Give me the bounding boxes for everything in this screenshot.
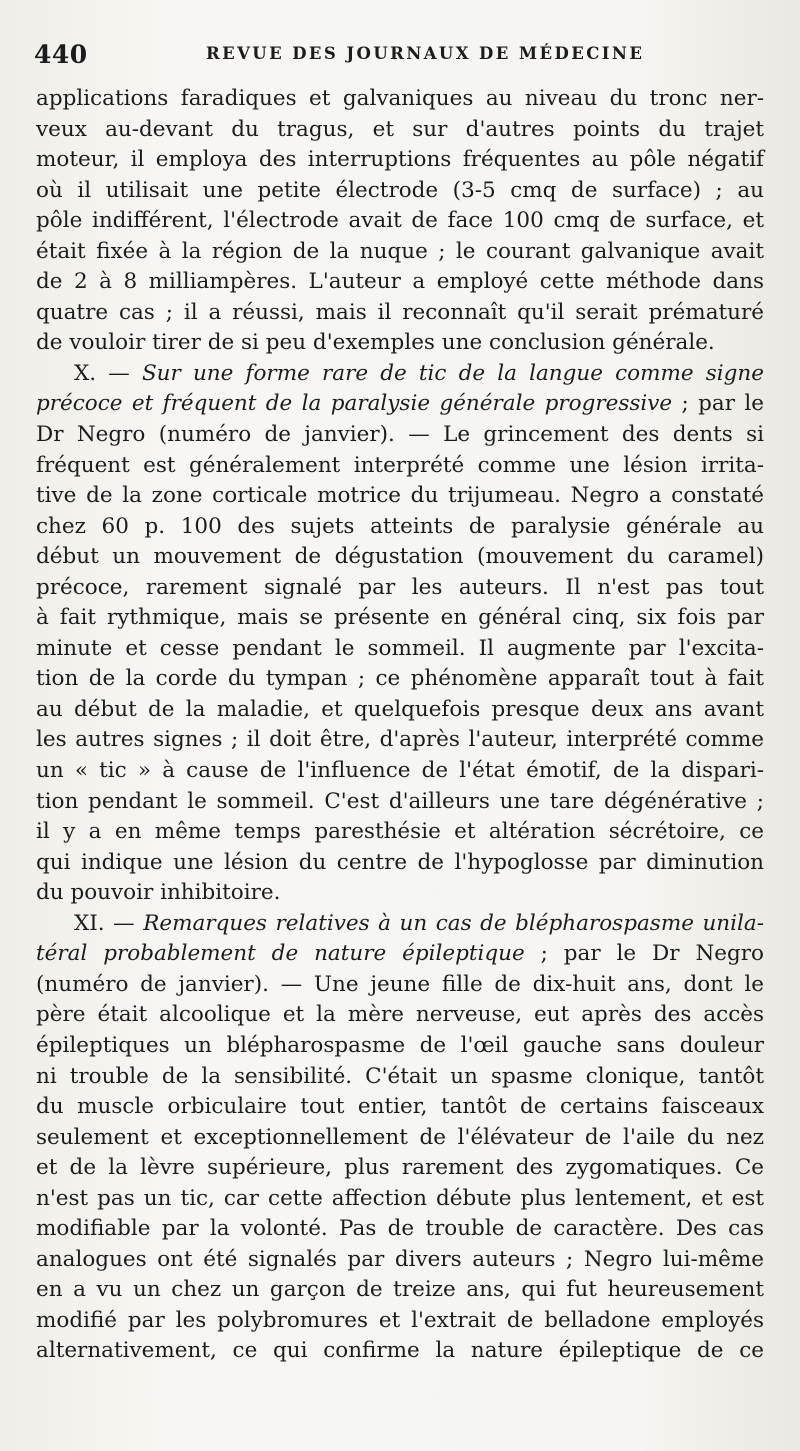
text-run: alternativement, ce qui confirme la nature épileptique de ce	[36, 1338, 764, 1364]
text-run: moteur, il employa des interruptions fréquentes au pôle négatif	[36, 147, 764, 173]
text-line	[36, 1031, 764, 1062]
text-run: épileptiques un blépharospasme de l'œil gauche sans douleur	[36, 1032, 764, 1058]
text-line	[36, 756, 764, 787]
text-run: minute et cesse pendant le sommeil. Il augmente par l'excita-	[36, 635, 764, 661]
text-line	[36, 970, 764, 1001]
text-line	[36, 1153, 764, 1184]
text-run: chez 60 p. 100 des sujets atteints de paralysie générale au	[36, 513, 764, 539]
text-line	[36, 848, 764, 879]
text-run: n'est pas un tic, car cette affection débute plus lentement, et est	[36, 1185, 764, 1211]
text-line	[36, 725, 764, 756]
text-line	[36, 1306, 764, 1337]
text-line	[36, 1245, 764, 1276]
text-line	[36, 451, 764, 482]
text-line	[36, 237, 764, 268]
text-line	[36, 115, 764, 146]
running-head	[34, 40, 764, 72]
text-line	[36, 1275, 764, 1306]
journal-title: REVUE DES JOURNAUX DE MÉDECINE	[206, 44, 645, 63]
text-line	[36, 603, 764, 634]
italic-text: précoce et fréquent de la paralysie générale progressive	[36, 391, 673, 417]
text-run: était fixée à la région de la nuque ; le courant galvanique avait	[36, 238, 764, 264]
text-run: où il utilisait une petite électrode (3-5 cmq de surface) ; au	[36, 177, 764, 203]
text-run: modifié par les polybromures et l'extrait de belladone employés	[36, 1307, 764, 1333]
text-line	[36, 512, 764, 543]
text-run: de 2 à 8 milliampères. L'auteur a employé cette méthode dans	[36, 269, 764, 295]
text-run: tion pendant le sommeil. C'est d'ailleurs une tare dégénérative ;	[36, 788, 764, 814]
text-line	[36, 939, 764, 970]
text-line	[36, 634, 764, 665]
text-run: (numéro de janvier). — Une jeune fille de dix-huit ans, dont le	[36, 971, 764, 997]
text-line	[36, 909, 764, 940]
text-run: père était alcoolique et la mère nerveuse, eut après des accès	[36, 1002, 764, 1028]
text-run: pôle indifférent, l'électrode avait de face 100 cmq de surface, et	[36, 208, 764, 234]
text-run: fréquent est généralement interprété comme une lésion irrita-	[36, 452, 764, 478]
text-run: ; par le	[672, 391, 764, 417]
text-run: à fait rythmique, mais se présente en général cinq, six fois par	[36, 605, 764, 631]
text-run: qui indique une lésion du centre de l'hypoglosse par diminution	[36, 849, 764, 875]
text-line	[36, 817, 764, 848]
text-run: il y a en même temps paresthésie et altération sécrétoire, ce	[36, 819, 764, 845]
text-line	[36, 84, 764, 115]
text-line	[36, 176, 764, 207]
text-run: ni trouble de la sensibilité. C'était un spasme clonique, tantôt	[36, 1063, 764, 1089]
text-run: du pouvoir inhibitoire.	[36, 880, 281, 906]
page-number: 440	[34, 40, 88, 69]
text-run: du muscle orbiculaire tout entier, tantôt de certains faisceaux	[36, 1094, 764, 1120]
text-line	[36, 145, 764, 176]
text-run: au début de la maladie, et quelquefois presque deux ans avant	[36, 696, 764, 722]
text-run: tive de la zone corticale motrice du trijumeau. Negro a constaté	[36, 483, 764, 509]
text-line	[36, 328, 764, 359]
text-run: XI. —	[74, 910, 144, 936]
italic-text: téral probablement de nature épileptique	[36, 941, 525, 967]
text-line	[36, 695, 764, 726]
text-run: les autres signes ; il doit être, d'après l'auteur, interprété comme	[36, 727, 764, 753]
text-run: seulement et exceptionnellement de l'élévateur de l'aile du nez	[36, 1124, 764, 1150]
text-line	[36, 573, 764, 604]
text-line	[36, 1062, 764, 1093]
text-run: de vouloir tirer de si peu d'exemples une conclusion générale.	[36, 330, 715, 356]
text-line	[36, 206, 764, 237]
text-run: applications faradiques et galvaniques au niveau du tronc ner-	[36, 86, 764, 111]
text-line	[36, 420, 764, 451]
text-line	[36, 1336, 764, 1367]
body-text	[36, 84, 764, 1367]
text-line	[36, 267, 764, 298]
text-line	[36, 1214, 764, 1245]
text-run: veux au-devant du tragus, et sur d'autres points du trajet	[36, 116, 764, 142]
text-line	[36, 542, 764, 573]
text-run: ; par le Dr Negro	[524, 941, 764, 967]
text-line	[36, 787, 764, 818]
text-run: début un mouvement de dégustation (mouvement du caramel)	[36, 544, 764, 570]
text-line	[36, 1123, 764, 1154]
text-run: analogues ont été signalés par divers auteurs ; Negro lui-même	[36, 1246, 764, 1272]
text-line	[36, 481, 764, 512]
text-run: en a vu un chez un garçon de treize ans, qui fut heureusement	[36, 1277, 764, 1303]
text-line	[36, 1000, 764, 1031]
text-run: modifiable par la volonté. Pas de trouble de caractère. Des cas	[36, 1216, 764, 1242]
text-line	[36, 1092, 764, 1123]
text-run: quatre cas ; il a réussi, mais il reconnaît qu'il serait prématuré	[36, 299, 764, 325]
text-run: un « tic » à cause de l'influence de l'état émotif, de la dispari-	[36, 758, 764, 784]
italic-text: Sur une forme rare de tic de la langue comme signe	[141, 360, 764, 386]
text-run: X. —	[74, 360, 142, 386]
text-line	[36, 1184, 764, 1215]
text-run: tion de la corde du tympan ; ce phénomène apparaît tout à fait	[36, 666, 764, 692]
text-line	[36, 298, 764, 329]
text-line	[36, 878, 764, 909]
italic-text: Remarques relatives à un cas de blépharospasme unila-	[143, 910, 764, 936]
text-line	[36, 664, 764, 695]
text-run: et de la lèvre supérieure, plus rarement des zygomatiques. Ce	[36, 1155, 764, 1181]
text-run: précoce, rarement signalé par les auteurs. Il n'est pas tout	[36, 574, 764, 600]
text-run: Dr Negro (numéro de janvier). — Le grincement des dents si	[36, 422, 764, 448]
text-line	[36, 359, 764, 390]
text-line	[36, 389, 764, 420]
